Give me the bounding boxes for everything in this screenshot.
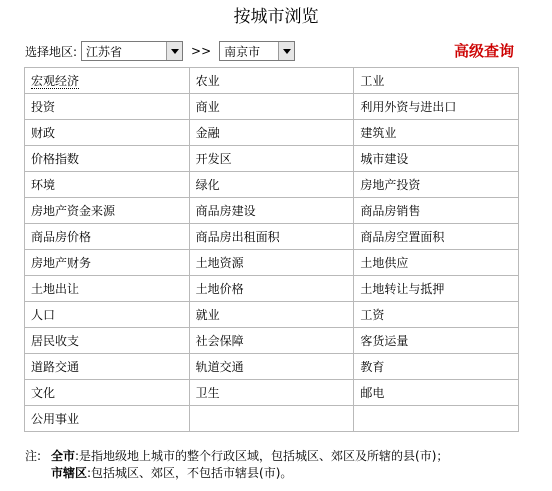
table-cell <box>189 250 354 276</box>
category-link[interactable]: 投资 <box>31 100 56 114</box>
category-link[interactable]: 工资 <box>360 308 385 322</box>
table-cell <box>25 172 190 198</box>
table-cell <box>189 94 354 120</box>
table-row <box>25 250 519 276</box>
category-link[interactable]: 土地价格 <box>195 282 244 296</box>
category-link[interactable]: 文化 <box>31 386 56 400</box>
table-cell <box>189 224 354 250</box>
category-link[interactable]: 工业 <box>360 74 385 88</box>
table-cell <box>25 94 190 120</box>
region-label: 选择地区: <box>25 44 78 59</box>
table-cell <box>25 146 190 172</box>
table-cell <box>189 198 354 224</box>
table-cell <box>25 328 190 354</box>
category-link[interactable]: 卫生 <box>195 386 220 400</box>
table-row <box>25 120 519 146</box>
note-text-district: :包括城区、郊区，不包括市辖县(市)。 <box>87 466 293 480</box>
table-row <box>25 68 519 94</box>
note-line-city <box>51 448 530 465</box>
arrows-separator: >> <box>191 44 212 58</box>
table-cell <box>189 146 354 172</box>
table-cell <box>354 354 519 380</box>
table-cell <box>25 276 190 302</box>
table-cell <box>354 250 519 276</box>
table-cell <box>354 120 519 146</box>
category-link[interactable]: 商品房空置面积 <box>360 230 445 244</box>
category-link[interactable]: 土地资源 <box>195 256 244 270</box>
table-cell <box>25 120 190 146</box>
category-link[interactable]: 房地产投资 <box>360 178 421 192</box>
category-link[interactable]: 土地出让 <box>31 282 80 296</box>
category-link[interactable]: 开发区 <box>195 152 232 166</box>
category-link[interactable]: 商品房价格 <box>31 230 92 244</box>
table-cell <box>354 276 519 302</box>
category-link[interactable]: 社会保障 <box>195 334 244 348</box>
table-row <box>25 302 519 328</box>
category-link[interactable]: 房地产资金来源 <box>31 204 116 218</box>
table-cell <box>25 302 190 328</box>
table-cell <box>189 302 354 328</box>
table-cell <box>189 406 354 432</box>
region-selector <box>25 40 295 62</box>
table-cell <box>25 250 190 276</box>
chevron-down-icon[interactable] <box>166 42 182 60</box>
category-link[interactable]: 人口 <box>31 308 56 322</box>
table-row <box>25 354 519 380</box>
category-link[interactable]: 轨道交通 <box>195 360 244 374</box>
category-link[interactable]: 房地产财务 <box>31 256 92 270</box>
category-link[interactable]: 就业 <box>195 308 220 322</box>
table-cell <box>25 224 190 250</box>
province-select-value: 江苏省 <box>86 44 123 59</box>
category-link[interactable]: 城市建设 <box>360 152 409 166</box>
table-cell <box>25 380 190 406</box>
table-row <box>25 380 519 406</box>
category-link[interactable]: 利用外资与进出口 <box>360 100 457 114</box>
table-row <box>25 172 519 198</box>
category-table <box>24 67 519 432</box>
table-cell <box>25 406 190 432</box>
table-cell <box>354 94 519 120</box>
category-link[interactable]: 商品房销售 <box>360 204 421 218</box>
table-row <box>25 224 519 250</box>
table-row <box>25 94 519 120</box>
table-cell <box>354 68 519 94</box>
category-link[interactable]: 商业 <box>195 100 220 114</box>
table-row <box>25 328 519 354</box>
category-link[interactable]: 商品房建设 <box>195 204 256 218</box>
table-cell <box>189 328 354 354</box>
province-select[interactable] <box>81 41 183 61</box>
table-cell <box>354 224 519 250</box>
table-cell <box>354 406 519 432</box>
table-cell <box>189 276 354 302</box>
advanced-search-link[interactable]: 高级查询 <box>453 42 514 60</box>
category-link[interactable]: 商品房出租面积 <box>195 230 280 244</box>
category-link[interactable]: 财政 <box>31 126 56 140</box>
table-cell <box>354 146 519 172</box>
table-row <box>25 406 519 432</box>
category-link[interactable]: 金融 <box>195 126 220 140</box>
table-cell <box>354 172 519 198</box>
category-link[interactable]: 建筑业 <box>360 126 397 140</box>
category-link[interactable]: 教育 <box>360 360 385 374</box>
category-link[interactable]: 客货运量 <box>360 334 409 348</box>
table-cell <box>354 328 519 354</box>
category-link[interactable]: 农业 <box>195 74 220 88</box>
category-link[interactable]: 价格指数 <box>31 152 80 166</box>
chevron-down-icon[interactable] <box>278 42 294 60</box>
footnote <box>25 448 530 482</box>
note-label: 注: <box>25 449 42 463</box>
category-link[interactable]: 居民收支 <box>31 334 80 348</box>
note-term-district: 市辖区 <box>51 466 88 480</box>
table-cell <box>189 354 354 380</box>
city-select[interactable] <box>219 41 295 61</box>
category-link[interactable]: 宏观经济 <box>31 74 80 88</box>
category-link[interactable]: 土地转让与抵押 <box>360 282 445 296</box>
table-cell <box>25 354 190 380</box>
table-row <box>25 146 519 172</box>
category-link[interactable]: 环境 <box>31 178 56 192</box>
table-cell <box>354 302 519 328</box>
category-link[interactable]: 道路交通 <box>31 360 80 374</box>
table-cell <box>354 198 519 224</box>
table-cell <box>189 68 354 94</box>
category-link[interactable]: 土地供应 <box>360 256 409 270</box>
table-cell <box>189 172 354 198</box>
note-term-city: 全市 <box>51 449 76 463</box>
table-cell <box>189 120 354 146</box>
table-cell <box>25 198 190 224</box>
table-cell <box>25 68 190 94</box>
table-cell <box>354 380 519 406</box>
table-row <box>25 198 519 224</box>
note-line-district <box>51 465 530 482</box>
category-link[interactable]: 邮电 <box>360 386 385 400</box>
page-title: 按城市浏览 <box>233 7 319 27</box>
table-row <box>25 276 519 302</box>
category-link[interactable]: 绿化 <box>195 178 220 192</box>
table-cell <box>189 380 354 406</box>
note-text-city: :是指地级地上城市的整个行政区域，包括城区、郊区及所辖的县(市)； <box>75 449 449 463</box>
category-link[interactable]: 公用事业 <box>31 412 80 426</box>
city-select-value: 南京市 <box>224 44 261 59</box>
